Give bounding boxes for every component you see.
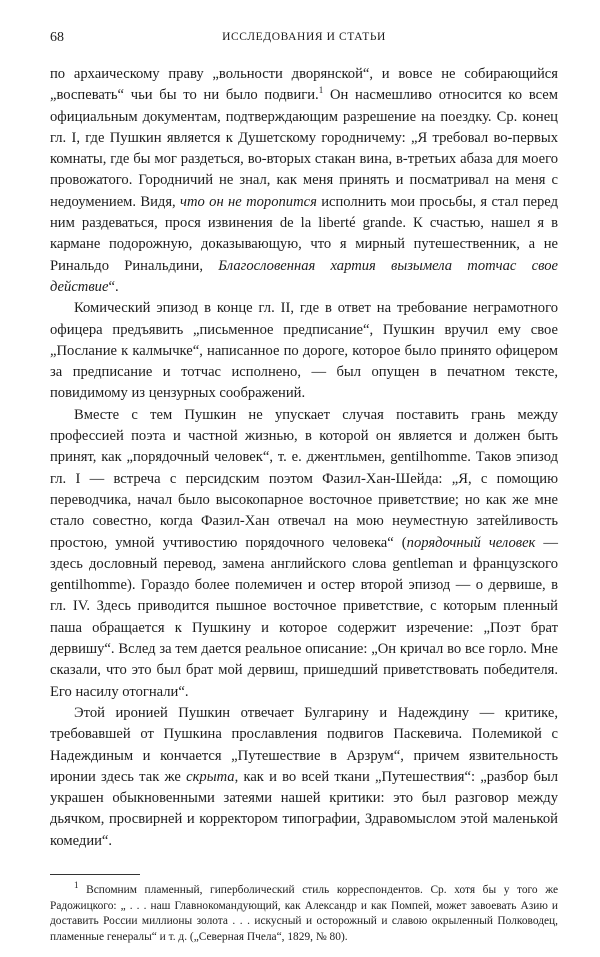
footnote-divider bbox=[50, 874, 140, 875]
text-run: — здесь дословный перевод, замена английского слова gentleman и французского gentilhomme). Гораздо более полемичен и остер второй эпизод — о дервише, в гл. IV. Здесь приводится пышное восточное приветствие, с которым пленный паша обращается к Пушкину и которое содержит изречение: „Поэт брат дервишу“. Вслед за тем дается реальное описание: „Он кричал во все горло. Мне сказали, что это был брат мой дервиш, пришедший приветствовать победителя. Его насилу отогнали“. bbox=[50, 534, 558, 700]
text-run: по архаическому праву „вольности дворянской“, и вовсе не собирающийся „воспевать“ чьи бы то ни было подвиги. bbox=[50, 66, 558, 104]
text-run: Этой иронией Пушкин отвечает Булгарину и Надеждину — критике, требовавшей от Пушкина прославления подвигов Паскевича. Полемикой с Надеждиным и кончается „Путешествие в Арзрум“, причем язвительность иронии здесь так же bbox=[50, 704, 558, 785]
italic-text: скрыта bbox=[186, 768, 235, 785]
footnote-marker: 1 bbox=[74, 880, 79, 891]
text-run: исполнить мои просьбы, я стал перед ним раздеваться, прося извинения de la liberté grande. К счастью, нашел я в кармане подорожную, доказывающую, что я мирный путешественник, а не Ринальдо Ринальдини, bbox=[50, 193, 559, 274]
page-number: 68 bbox=[50, 30, 64, 45]
text-run: Вместе с тем Пушкин не упускает случая поставить грань между профессией поэта и частной жизнью, в которой он является и должен быть принят, как „порядочный человек“, т. е. джентльмен, gentilhomme. Таков эпизод гл. I — встреча с персидским поэтом Фазил-Хан-Шейда: „Я, с помощию переводчика, начал было высокопарное восточное приветствие; но как же мне стало совестно, когда Фазил-Хан отвечал на мою неуместную затейливость простою, умной учтивостию порядочного человека“ ( bbox=[50, 406, 558, 551]
italic-text: что он не торопится bbox=[180, 193, 317, 210]
running-title: ИССЛЕДОВАНИЯ И СТАТЬИ bbox=[222, 31, 386, 43]
footnote-text: Вспомним пламенный, гиперболический стиль корреспондентов. Ср. хотя бы у того же Радожицкого: „ . . . наш Главнокомандующий, как Александр и как Помпей, может завоевать Азию и доставить России миллионы золота . . . искусный и осторожный и славою окрыленный Полководец, пламенные генералы“ и т. д. („Северная Пчела“, 1829, № 80). bbox=[50, 883, 558, 943]
footnote-reference: 1 bbox=[318, 85, 324, 96]
paragraph bbox=[50, 703, 558, 852]
text-run: “. bbox=[108, 278, 119, 295]
text-run: Он насмешливо относится ко всем официальным документам, подтверждающим разрешение на поездку. Ср. конец гл. I, где Пушкин является к Душетскому городничему: „Я требовал во-первых комнаты, где бы мог раздеться, во-вторых стакан вина, в-третьих абаза для моего провожатого. Городничий не знал, как меня принять и посматривал на меня с недоумением. Видя, bbox=[50, 87, 558, 210]
paragraph bbox=[50, 405, 558, 703]
italic-text: Благословенная хартия вызымела тотчас свое действие bbox=[50, 257, 558, 295]
italic-text: порядочный человек bbox=[406, 534, 536, 551]
footnote bbox=[50, 880, 558, 945]
body-text bbox=[50, 64, 558, 852]
page-header bbox=[50, 30, 558, 52]
book-page bbox=[50, 30, 558, 957]
text-run: Комический эпизод в конце гл. II, где в ответ на требование неграмотного офицера предъявить „письменное предписание“, Пушкин вручил ему свое „Послание к калмычке“, написанное по дороге, которое было принято офицером за предписание и тотчас исполнено, — был опущен в печатном тексте, повидимому из цензурных соображений. bbox=[50, 300, 558, 402]
text-run: , как и во всей ткани „Путешествия“: „разбор был украшен обыкновенными затеями нашей критики: это был разговор между дьячком, просвирней и корректором типографии, Здравомыслом этой маленькой комедии“. bbox=[50, 768, 558, 849]
paragraph bbox=[50, 64, 558, 298]
paragraph bbox=[50, 298, 558, 404]
